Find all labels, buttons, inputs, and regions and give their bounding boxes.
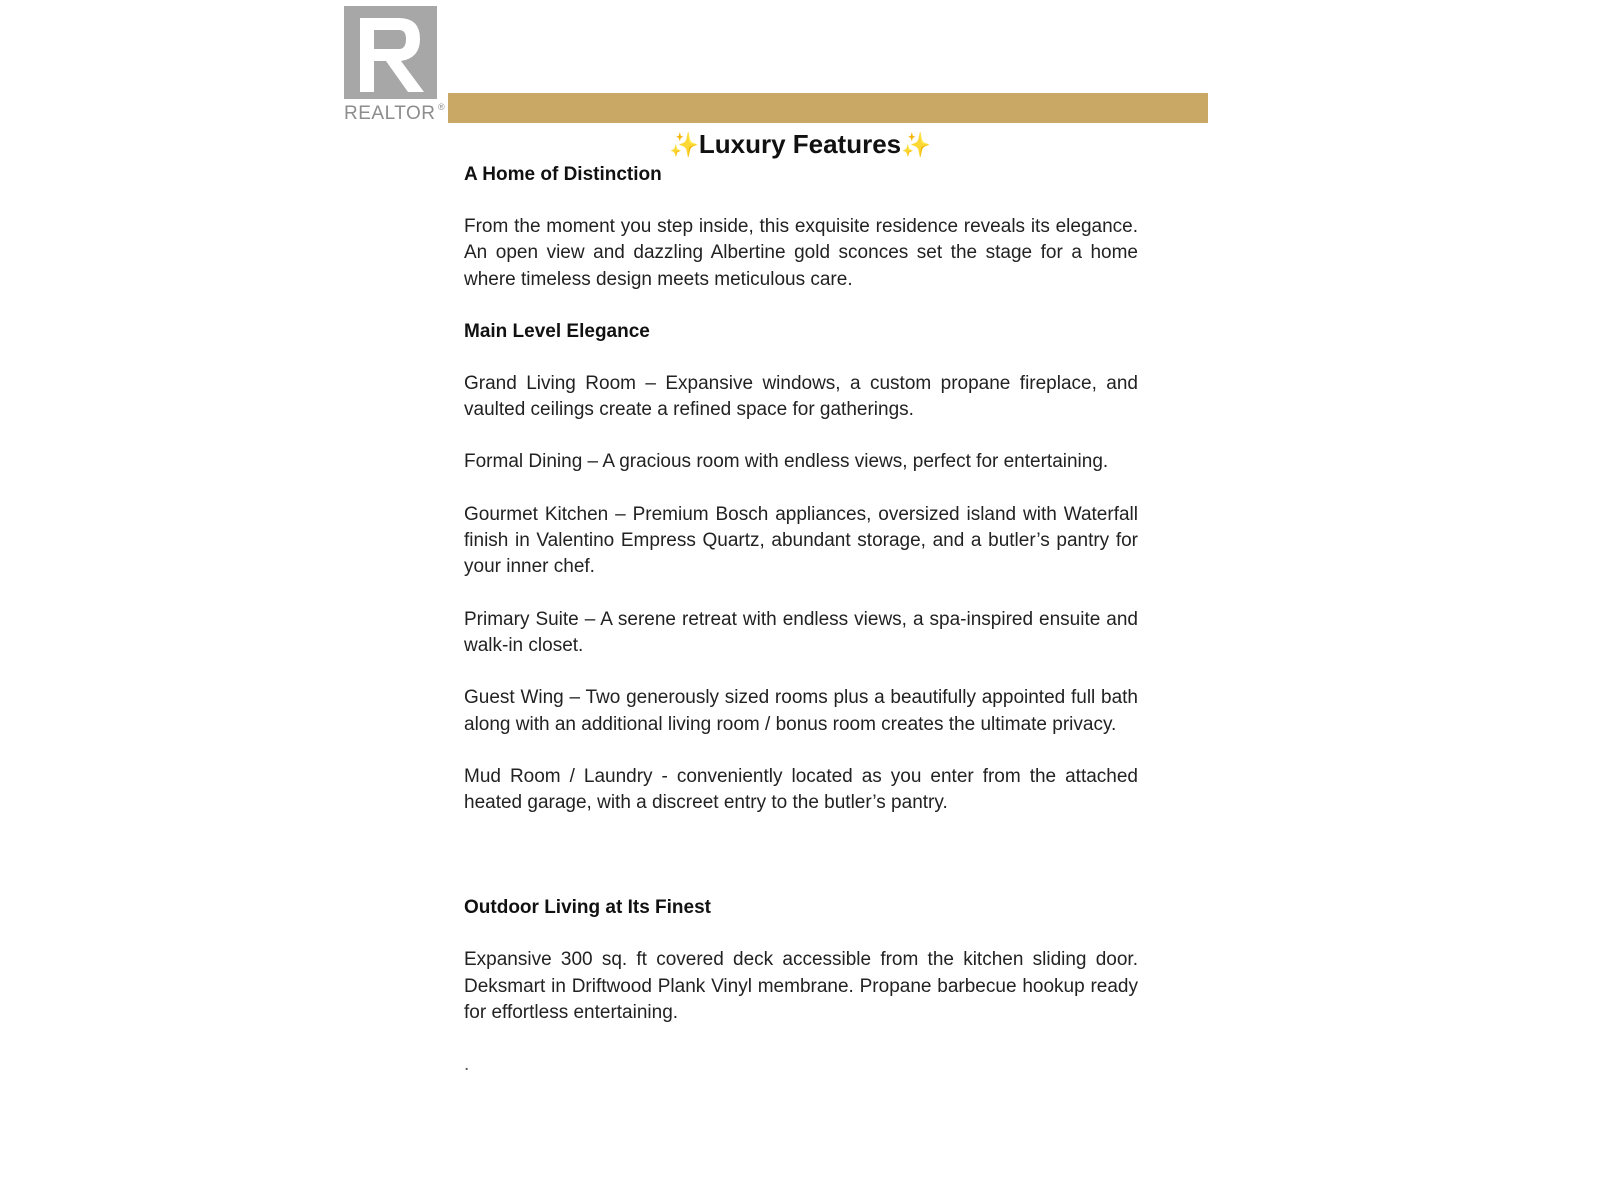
feature-content: [464, 162, 1138, 1078]
realtor-wordmark: REALTOR: [344, 103, 436, 124]
header-gold-bar: [448, 93, 1208, 123]
trailing-dot: .: [464, 1054, 470, 1076]
page-title-text: Luxury Features: [698, 129, 902, 159]
realtor-r-icon: [344, 6, 437, 99]
sparkle-icon: ✨: [901, 132, 932, 159]
realtor-logo: [344, 6, 448, 126]
registered-mark: ®: [438, 102, 445, 112]
section-heading-outdoor: Outdoor Living at Its Finest: [464, 897, 711, 919]
section-heading-distinction: A Home of Distinction: [464, 164, 662, 185]
section-heading-main-level: Main Level Elegance: [464, 320, 650, 342]
mud-room-paragraph: Mud Room / Laundry - conveniently located as you enter from the attached heated garage, with a discreet entry to the butler’s pantry.: [464, 765, 1138, 814]
kitchen-paragraph: Gourmet Kitchen – Premium Bosch appliances, oversized island with Waterfall finish in Valentino Empress Quartz, abundant storage, and a butler’s pantry for your inner chef.: [464, 503, 1138, 578]
outdoor-paragraph: Expansive 300 sq. ft covered deck accessible from the kitchen sliding door. Deksmart in Driftwood Plank Vinyl membrane. Propane barbecue hookup ready for effortless entertaining.: [464, 949, 1138, 1024]
living-room-paragraph: Grand Living Room – Expansive windows, a custom propane fireplace, and vaulted ceilings create a refined space for gatherings.: [464, 372, 1138, 421]
distinction-paragraph: From the moment you step inside, this exquisite residence reveals its elegance. An open view and dazzling Albertine gold sconces set the stage for a home where timeless design meets meticulous care.: [464, 216, 1138, 290]
dining-paragraph: Formal Dining – A gracious room with endless views, perfect for entertaining.: [464, 451, 1109, 473]
guest-wing-paragraph: Guest Wing – Two generously sized rooms plus a beautifully appointed full bath along with an additional living room / bonus room creates the ultimate privacy.: [464, 687, 1138, 735]
primary-suite-paragraph: Primary Suite – A serene retreat with endless views, a spa-inspired ensuite and walk-in closet.: [464, 608, 1138, 656]
sparkle-icon: ✨: [668, 132, 699, 159]
page-title: [600, 126, 1000, 164]
